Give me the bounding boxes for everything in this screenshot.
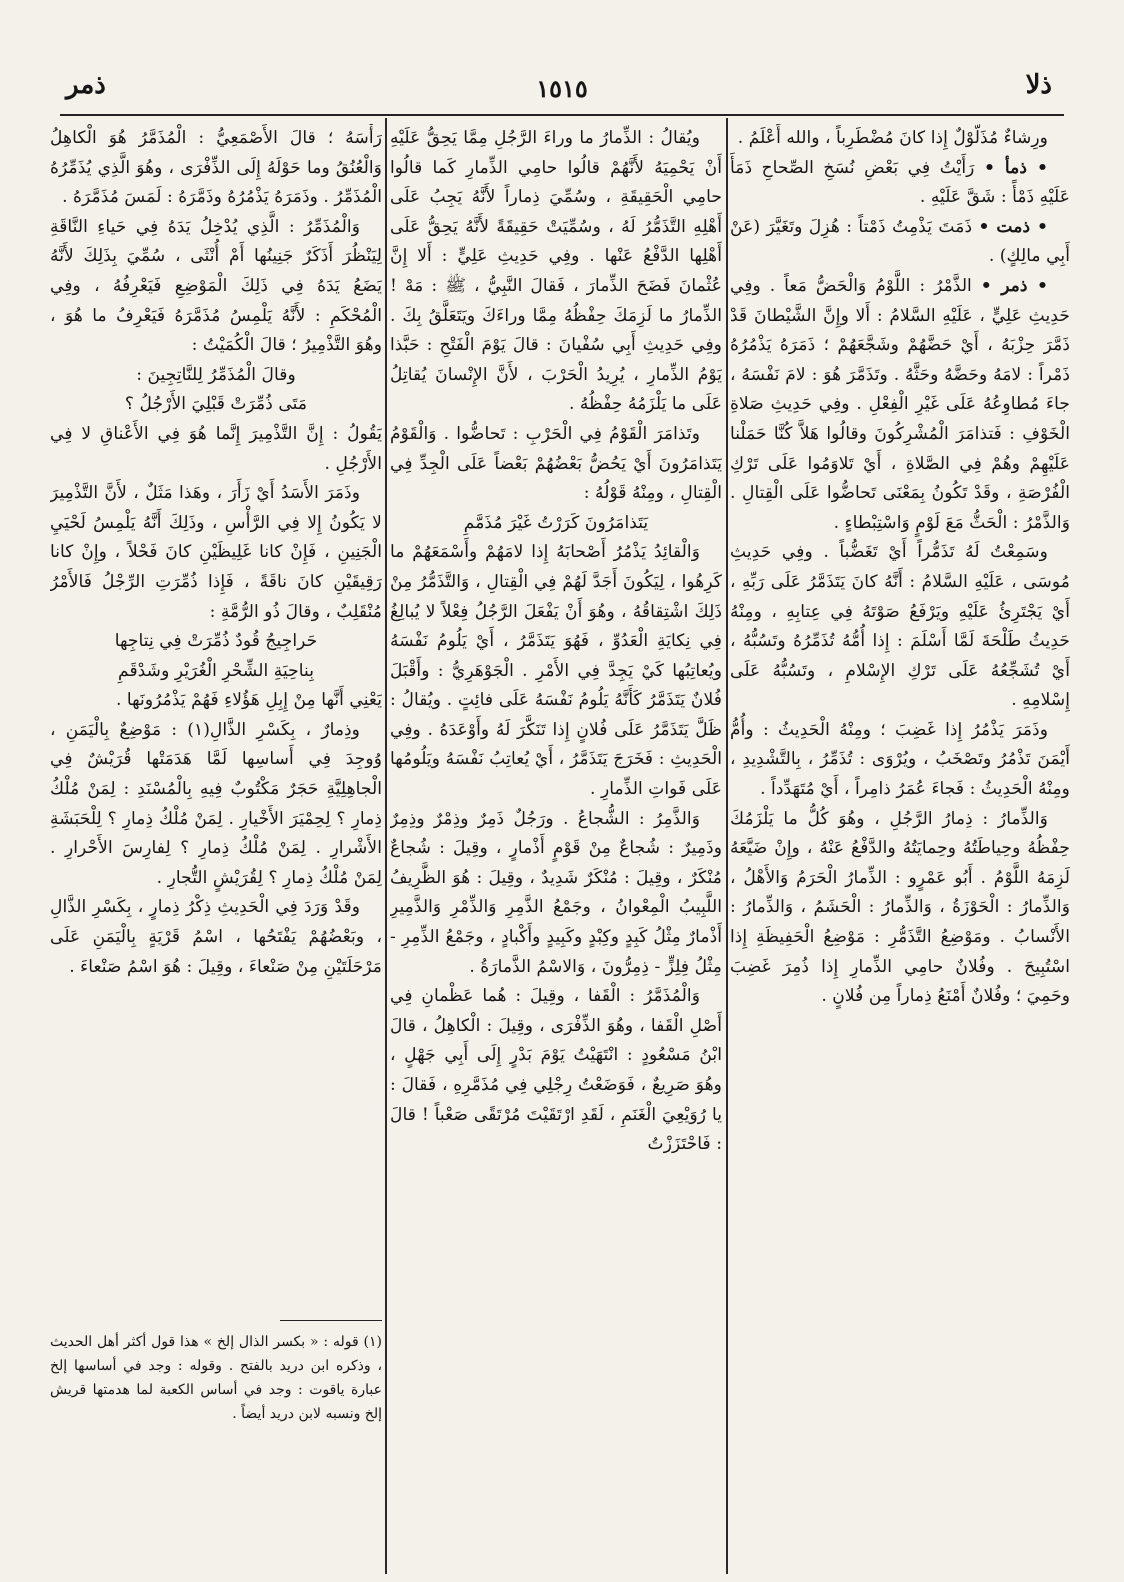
paragraph-text: الذَّمْرُ : اللَّوْمُ وَالْحَضُّ مَعاً . وفِي حَدِيثِ عَلِيٍّ ، عَلَيْهِ السَّلامُ : أَلا وإِنَّ الشَّيْطانَ قَدْ ذَمَّرَ حِزْبَهُ ، أَيْ حَضَّهُمْ وشَجَّعَهُمْ ؛ ذَمَرَهُ يَذْمُرُهُ ذَمْراً : لامَهُ وحَضَّهُ وحَثَّهُ . وتَذَمَّرَ هُوَ : لامَ نَفْسَهُ ، جاءَ مُطاوِعُهُ عَلَى غَيْرِ الْفِعْلِ . وفِي حَدِيثِ صَلاةِ الْخَوْفِ : فَتذامَرَ الْمُشْرِكُونَ وقالُوا هَلاَّ كُنَّا حَمَلْنا عَلَيْهِمْ وهُمْ فِي الصَّلاةِ ، أَيْ تَلاوَمُوا عَلَى تَرْكِ الْفُرْصَةِ ، وقَدْ تَكُونُ بِمَعْنَى تَحاضُّوا عَلَى الْقِتالِ . وَالذَّمْرُ : الْحَثُّ مَعَ لَوْمٍ وَاسْتِبْطاءٍ . (730, 275, 1070, 533)
paragraph (50, 686, 382, 716)
paragraph-text: رَأَيْتُ فِي بَعْضِ نُسَخِ الصِّحاحِ ذَمَأَ عَلَيْهِ ذَمْأً : شَقَّ عَلَيْهِ . (730, 157, 1070, 208)
paragraph (50, 213, 382, 361)
paragraph (50, 716, 382, 894)
paragraph-text: وَالْمُذَمِّرُ : الَّذِي يُدْخِلُ يَدَهُ فِي حَياءِ النَّاقَةِ لِيَنْظُرَ أَذَكَرٌ جَنِينُها أَمْ أُنْثَى ، سُمِّيَ بِذَلِكَ لأَنَّهُ يَضَعُ يَدَهُ فِي ذَلِكَ الْمَوْضِعِ فَيَعْرِفُهُ ، وفِي الْمُحْكَمِ : لأَنَّهُ يَلْمِسُ مُذَمَّرَهُ فَيَعْرِفُ ما هُوَ ، وهُوَ التَّذْمِيرُ ؛ قالَ الْكُمَيْتُ : (50, 216, 382, 356)
paragraph-text: يَعْنِي أَنَّها مِنْ إِبِلِ هَؤُلاءِ فَهُمْ يَذْمُرُونَها . (115, 690, 382, 711)
paragraph (50, 657, 382, 687)
paragraph (50, 627, 382, 657)
page-header (0, 62, 1124, 102)
paragraph-text: مَتَى ذُمِّرَتْ قَبْلِيَ الأَرْجُلُ ؟ (124, 394, 308, 415)
paragraph-text: وقالَ الْمُذَمِّرُ لِلنَّاتِجِينَ : (136, 364, 296, 385)
paragraph-text: وَالذَّمِرُ : الشُّجاعُ . ورَجُلٌ ذَمِرٌ وذِمْرٌ وذِمِرٌ وذَمِيرٌ : شُجاعٌ مِنْ قَوْمٍ أَذْمارٍ ، وقِيلَ : شُجاعٌ مُنْكَرٌ ، وقِيلَ : مُنْكَرٌ شَدِيدٌ ، وقِيلَ : هُوَ الظَّرِيفُ اللَّبِيبُ الْمِعْوانُ ، وجَمْعُ الذَّمِرِ وَالذِّمْرِ وَالذَّمِيرِ أَذْمارٌ مِثْلُ كَبِدٍ وكِبْدٍ وكَبِيدٍ وأَكْبادٍ ، وجَمْعُ الذِّمِرِ - مِثْلُ فِلِزٍّ - ذِمِرُّونَ ، وَالاسْمُ الذَّمارَةُ . (390, 808, 722, 977)
paragraph (50, 124, 382, 213)
paragraph (50, 479, 382, 627)
paragraph-text: ويُقالُ : الذِّمارُ ما وراءَ الرَّجُلِ مِمَّا يَحِقُّ عَلَيْهِ أَنْ يَحْمِيَهُ لأَنَّهُمْ قالُوا حامِي الذِّمارِ كَما قالُوا حامِي الْحَقِيقَةِ ، وسُمِّيَ ذِماراً لأَنَّهُ يَجِبُ عَلَى أَهْلِهِ التَّذَمُّرُ لَهُ ، وسُمِّيَتْ حَقِيقَةً لأَنَّهُ يَحِقُّ عَلَى أَهْلِها الدَّفْعُ عَنْها . وفِي حَدِيثِ عَلِيٍّ : أَلا إِنَّ عُثْمانَ فَضَحَ الذِّمارَ ، فَقالَ النَّبِيُّ ، ﷺ : مَهْ ! الذِّمارُ ما لَزِمَكَ حِفْظُهُ مِمَّا وراءَكَ ويَتَعَلَّقُ بِكَ . وفِي حَدِيثِ أَبِي سُفْيانَ : قالَ يَوْمَ الْفَتْحِ : حَبَّذا يَوْمُ الذِّمارِ ، يُرِيدُ الْحَرْبَ ، لأَنَّ الإِنْسانَ يُقاتِلُ عَلَى ما يَلْزَمُهُ حِفْظُهُ . (390, 128, 722, 415)
paragraph (390, 420, 722, 509)
paragraph-text: وذَمَرَ يَذْمُرُ إِذا غَضِبَ ؛ ومِنْهُ الْحَدِيثُ : وأُمُّ أَيْمَنَ تَذْمُرُ وتَصْخَبُ ، ويُرْوَى : تُذَمِّرُ ، بِالتَّشْدِيدِ ، ومِنْهُ الْحَدِيثُ : فَجاءَ عُمَرُ ذامِراً ، أَيْ مُتَهَدِّداً . (730, 719, 1070, 800)
column-divider-right (726, 118, 728, 1574)
paragraph-text: يَقُولُ : إِنَّ التَّذْمِيرَ إِنَّما هُوَ فِي الأَعْناقِ لا فِي الأَرْجُلِ . (50, 423, 382, 474)
header-root-right: ذلا (1025, 70, 1052, 100)
headword: • ذمأ • (983, 157, 1049, 178)
paragraph (730, 716, 1070, 805)
paragraph-text: وذِمارٌ ، بِكَسْرِ الذَّالِ(١) : مَوْضِعٌ بِالْيَمَنِ ، وُوجِدَ فِي أَساسِها لَمَّا هَدَمَتْها قُرَيْشٌ فِي الْجاهِلِيَّةِ حَجَرٌ مَكْتُوبٌ فِيهِ بِالْمُسْنَدِ : لِمَنْ مُلْكُ ذِمارِ ؟ لِحِمْيَرَ الأَخْيارِ . لِمَنْ مُلْكُ ذِمارِ ؟ لِلْحَبَشَةِ الأَشْرارِ . لِمَنْ مُلْكُ ذِمارِ ؟ لِفارِسَ الأَحْرارِ . لِمَنْ مُلْكُ ذِمارِ ؟ لِقُرَيْشٍ التُّجارِ . (50, 719, 382, 888)
header-root-left: ذمر (66, 70, 106, 100)
paragraph (390, 509, 722, 539)
paragraph-text: وذَمَرَ الأَسَدُ أَيْ زَأَرَ ، وهَذا مَثَلٌ ، لأَنَّ التَّذْمِيرَ لا يَكُونُ إِلا فِي الرَّأْسِ ، وذَلِكَ أَنَّهُ يَلْمِسُ لَحْيَيِ الْجَنِينِ ، فَإِنْ كانا غَلِيظَيْنِ كانَ فَحْلاً ، وإِنْ كانا رَقِيقَيْنِ كانَ ناقَةً ، فَإِذا ذُمِّرَتِ الرِّجْلُ فَالأَمْرُ مُنْقَلِبٌ ، وقالَ ذُو الرُّمَّةِ : (50, 483, 382, 622)
paragraph-text: وسَمِعْتُ لَهُ تَذَمُّراً أَيْ تَغَضُّباً . وفِي حَدِيثِ مُوسَى ، عَلَيْهِ السَّلامُ : أَنَّهُ كانَ يَتَذَمَّرُ عَلَى رَبِّهِ ، أَيْ يَجْتَرِئُ عَلَيْهِ ويَرْفَعُ صَوْتَهُ فِي عِتابِهِ ، ومِنْهُ حَدِيثُ طَلْحَةَ لَمَّا أَسْلَمَ : إِذا أُمُّهُ تُذَمِّرُهُ وتَسُبُّهُ ، أَيْ تُشَجِّعُهُ عَلَى تَرْكِ الإِسْلامِ ، وتَسُبُّهُ عَلَى إِسْلامِهِ . (730, 542, 1070, 711)
paragraph (50, 420, 382, 479)
paragraph (730, 538, 1070, 716)
paragraph-text: ورِشاءٌ مُذَلَّوْلٌ إِذا كانَ مُضْطَرِباً ، والله أَعْلَمُ . (737, 128, 1048, 148)
paragraph-text: وقَدْ وَرَدَ فِي الْحَدِيثِ ذِكْرُ ذِمارٍ ، بِكَسْرِ الذَّالِ ، وبَعْضُهُمْ يَفْتَحُها ، اسْمُ قَرْيَةٍ بِالْيَمَنِ عَلَى مَرْحَلَتَيْنِ مِنْ صَنْعاءَ ، وقِيلَ : هُوَ اسْمُ صَنْعاءَ . (50, 897, 382, 977)
column-divider-left (385, 118, 387, 1574)
paragraph (390, 124, 722, 420)
header-rule (60, 114, 1064, 116)
paragraph (50, 361, 382, 391)
footnote (50, 1330, 382, 1426)
footnote-text: (١) قوله : « بكسر الذال إلخ » هذا قول أكثر أهل الحديث ، وذكره ابن دريد بالفتح . وقوله : وجد في أساسها إلخ عبارة ياقوت : وجد في أساس الكعبة لما هدمتها قريش إلخ ونسبه لابن دريد أيضاً . (50, 1334, 382, 1422)
paragraph (730, 213, 1070, 272)
paragraph (730, 154, 1070, 213)
paragraph (730, 124, 1070, 154)
paragraph (730, 272, 1070, 538)
paragraph (50, 893, 382, 982)
text-column-right (730, 124, 1070, 1564)
paragraph-text: ذَمَتَ يَذْمِتُ ذَمْتاً : هُزِلَ وتَغَيَّرَ (عَنْ أَبِي مالِكٍ) . (730, 216, 1070, 267)
paragraph (390, 805, 722, 983)
paragraph-text: حَراجِيجُ قُودٌ ذُمِّرَتْ فِي نِتاجِها (114, 631, 318, 652)
paragraph-text: وَالذِّمارُ : ذِمارُ الرَّجُلِ ، وهُوَ كُلُّ ما يَلْزَمُكَ حِفْظُهُ وحِياطَتُهُ وحِمايَتُهُ والدَّفْعُ عَنْهُ ، وإِنْ ضَيَّعَهُ لَزِمَهُ اللَّوْمُ . أَبُو عَمْرٍو : الذِّمارُ الْحَرَمُ وَالأَهْلُ ، وَالذِّمارُ : الْحَوْزَةُ ، وَالذِّمارُ : الْحَشَمُ ، وَالذِّمارُ : الأَنْسابُ . ومَوْضِعُ التَّذَمُّرِ : مَوْضِعُ الْحَفِيظَةِ إِذا اسْتُبِيحَ . وفُلانٌ حامِي الذِّمارِ إِذا ذُمِرَ غَضِبَ وحَمِيَ ؛ وفُلانٌ أَمْنَعُ ذِماراً مِن فُلانٍ . (730, 808, 1070, 1007)
paragraph (730, 805, 1070, 1012)
paragraph (390, 538, 722, 804)
paragraph-text: يَتَذامَرُونَ كَرَرْتُ غَيْرَ مُذَمَّمِ (463, 512, 649, 533)
page-number: ١٥١٥ (536, 74, 588, 103)
headword: • ذمت • (978, 216, 1048, 237)
paragraph-text: رَأْسَهُ ؛ قالَ الأَصْمَعِيُّ : الْمُذَمَّرُ هُوَ الْكاهِلُ وَالْعُنُقُ وما حَوْلَهُ إِلَى الذِّفْرَى ، وهُوَ الَّذِي يُذَمِّرُهُ الْمُذَمِّرُ . وذَمَرَهُ يَذْمُرُهُ وذَمَّرَهُ : لَمَسَ مُذَمَّرَهُ . (50, 128, 382, 208)
footnote-rule (280, 1320, 382, 1321)
text-column-middle (390, 124, 722, 1564)
paragraph-text: وتَذامَرَ الْقَوْمُ فِي الْحَرْبِ : تَحاضُّوا . وَالْقَوْمُ يَتَذامَرُونَ أَيْ يَحُضُّ بَعْضُهُمْ بَعْضاً عَلَى الْجِدِّ فِي الْقِتالِ ، ومِنْهُ قَوْلُهُ : (390, 423, 722, 504)
paragraph-text: بِناحِيَةِ الشِّحْرِ الْغُرَيْرِ وشَدْقَمِ (118, 660, 314, 681)
headword: • ذمر • (980, 275, 1048, 296)
paragraph-text: وَالْقائِدُ يَذْمُرُ أَصْحابَهُ إِذا لامَهُمْ وأَسْمَعَهُمْ ما كَرِهُوا ، لِيَكُونَ أَجَدَّ لَهُمْ فِي الْقِتالِ ، وَالتَّذَمُّرُ مِنْ ذَلِكَ اشْتِقاقُهُ ، وهُوَ أَنْ يَفْعَلَ الرَّجُلُ فِعْلاً لا يُبالِغُ فِي نِكايَةِ الْعَدُوِّ ، فَهُوَ يَتَذَمَّرُ ، أَيْ يَلُومُ نَفْسَهُ ويُعاتِبُها كَيْ يَجِدَّ فِي الأَمْرِ . الْجَوْهَرِيُّ : وأَقْبَلَ فُلانٌ يَتَذَمَّرُ كَأَنَّهُ يَلُومُ نَفْسَهُ عَلَى فائِتٍ . ويُقالُ : ظَلَّ يَتَذَمَّرُ عَلَى فُلانٍ إِذا تَنَكَّرَ لَهُ وأَوْعَدَهُ . وفِي الْحَدِيثِ : فَخَرَجَ يَتَذَمَّرُ ، أَيْ يُعاتِبُ نَفْسَهُ ويَلُومُها عَلَى فَواتِ الذِّمارِ . (390, 542, 722, 800)
paragraph-text: وَالْمُذَمَّرُ : الْقَفا ، وقِيلَ : هُما عَظْمانِ فِي أَصْلِ الْقَفا ، وهُوَ الذِّفْرَى ، وقِيلَ : الْكاهِلُ ، قالَ ابْنُ مَسْعُودٍ : انْتَهَيْتُ يَوْمَ بَدْرٍ إِلَى أَبِي جَهْلٍ ، وهُوَ صَرِيعٌ ، فَوَضَعْتُ رِجْلِي فِي مُذَمَّرِهِ ، فَقالَ : يا رُوَيْعِيَ الْغَنَمِ ، لَقَدِ ارْتَقَيْتَ مُرْتَقًى صَعْباً ! قالَ : فَاحْتَزَزْتُ (390, 986, 722, 1155)
paragraph (50, 390, 382, 420)
paragraph (390, 982, 722, 1160)
